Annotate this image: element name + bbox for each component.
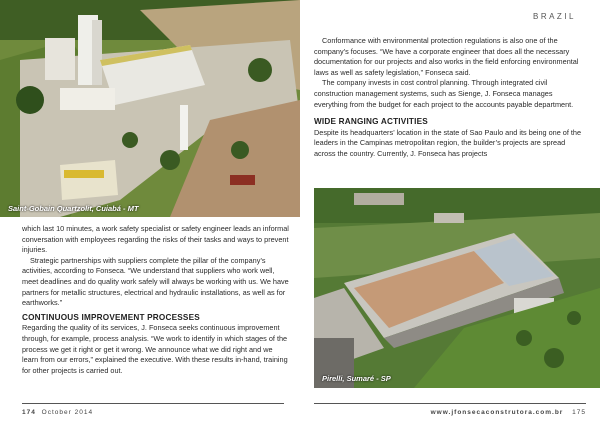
left-section-paragraph: Regarding the quality of its services, J. Fonseca seeks continuous improvement through, for example, process analysis. “We work to identify in which stages of the process we get it right or get it wrong. We announce what we did right and we learn from our errors,” explained the executive. With these results in-hand, training for other projects is carried out. <box>22 323 288 375</box>
left-folio-date: October 2014 <box>41 409 94 416</box>
right-page <box>300 0 600 424</box>
publisher-url-link[interactable]: www.jfonsecaconstrutora.com.br <box>430 409 564 416</box>
factory-illustration <box>0 0 300 217</box>
left-photo-caption: Saint-Gobain Quartzolit, Cuiabá - MT <box>8 204 139 213</box>
left-paragraph-1: which last 10 minutes, a work safety specialist or safety engineer leads an informal conversation with employees regarding the risks of their tasks and ways to prevent injuries. <box>22 224 289 255</box>
country-label: BRAZIL <box>532 12 576 21</box>
left-page-number: 174 <box>22 409 36 416</box>
right-paragraph-1: Conformance with environmental protection regulations is also one of the company’s focuses. “We have a corporate engineer that does all the necessary documentation for our projects and also works in the field enforcing environmental laws as well as safety legislation,” Fonseca said. <box>314 36 579 77</box>
left-folio <box>22 409 93 416</box>
right-section-paragraph: Despite its headquarters’ location in the state of Sao Paulo and its being one of the leaders in the Campinas metropolitan region, the builder’s projects are spread across the country. Currently, J. Fonseca has projects <box>314 127 582 158</box>
pirelli-aerial-photo <box>314 188 600 388</box>
right-folio <box>431 409 586 416</box>
section-heading-continuous-improvement: CONTINUOUS IMPROVEMENT PROCESSES <box>22 312 200 322</box>
section-heading-wide-ranging: WIDE RANGING ACTIVITIES <box>314 117 428 127</box>
right-paragraph-2: The company invests in cost control planning. Through integrated civil construction management systems, such as Sienge, J. Fonseca manages everything from the budget for each project to the accounts payable department. <box>314 78 574 109</box>
right-body-text-top <box>314 36 586 160</box>
left-body-text <box>22 224 290 376</box>
right-photo-caption: Pirelli, Sumaré - SP <box>322 374 391 383</box>
plant-illustration <box>314 188 600 388</box>
right-footer-rule <box>314 403 586 404</box>
left-footer-rule <box>22 403 284 404</box>
saint-gobain-aerial-photo <box>0 0 300 217</box>
right-page-number: 175 <box>572 409 586 416</box>
left-paragraph-2: Strategic partnerships with suppliers complete the pillar of the company’s activities, according to Fonseca. “We understand that suppliers who work well, meet deadlines and do quality work safely will always be working with us. We have partners for metallic structures, electrical and hydraulic installations, as well as for earthworks.” <box>22 255 289 308</box>
